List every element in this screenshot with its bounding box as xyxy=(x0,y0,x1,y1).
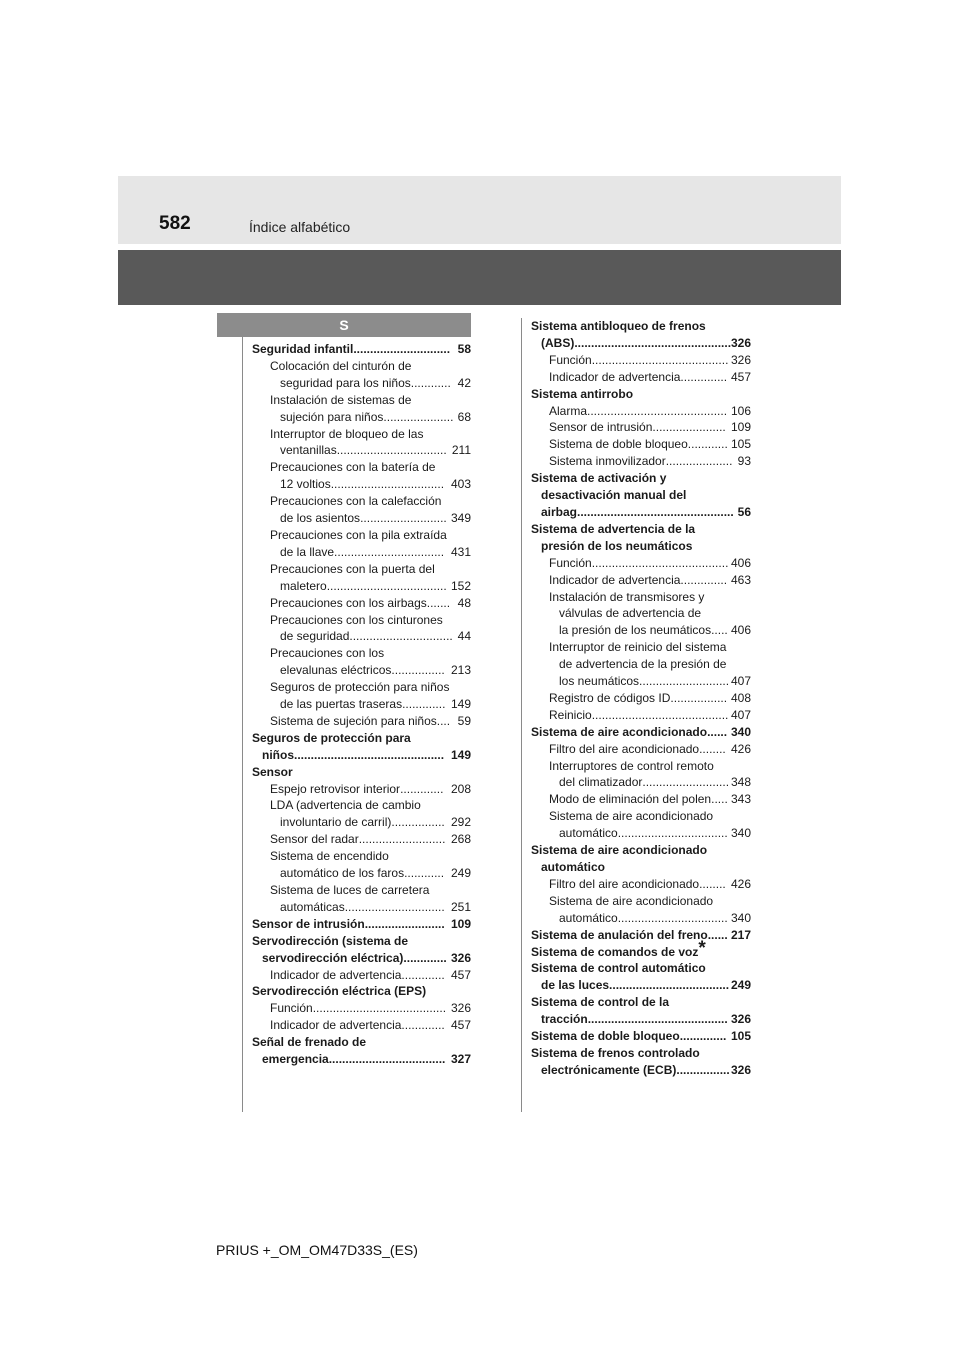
index-entry-text: la presión de los neumáticos xyxy=(559,623,712,638)
index-heading-text: Instalación de sistemas de xyxy=(270,392,412,407)
index-entry xyxy=(531,572,751,589)
index-entry-text: Indicador de advertencia xyxy=(270,967,402,982)
index-heading-text: Sistema de comandos de voz xyxy=(531,944,699,959)
index-heading-text: automático xyxy=(541,860,606,874)
index-entry xyxy=(531,774,751,791)
index-heading-text: presión de los neumáticos xyxy=(541,538,693,553)
index-entry-page: 326 xyxy=(730,335,751,350)
index-heading xyxy=(252,797,471,814)
index-entry xyxy=(531,1062,751,1079)
index-heading-text: Sistema de frenos controlado xyxy=(531,1045,700,1060)
index-heading xyxy=(531,656,751,673)
index-entry-leader: ............ xyxy=(410,375,451,390)
index-entry-text: seguridad para los niños xyxy=(280,375,411,390)
index-entry-text: Modo de eliminación del polen xyxy=(549,792,712,807)
index-entry xyxy=(531,504,751,521)
index-entry xyxy=(252,916,471,933)
index-heading xyxy=(252,527,471,544)
index-entry-text: automáticas xyxy=(280,899,345,914)
index-entry-page: 251 xyxy=(450,899,471,914)
index-entry-page: 457 xyxy=(450,1018,471,1033)
header-band xyxy=(118,176,841,244)
index-heading xyxy=(252,392,471,409)
index-entry-page: 249 xyxy=(730,978,751,993)
index-heading-text: Seguros de protección para xyxy=(252,730,411,745)
index-entry-text: Registro de códigos ID xyxy=(549,690,671,705)
index-entry-page: 327 xyxy=(450,1052,471,1067)
index-heading-text: Interruptores de control remoto xyxy=(549,758,714,773)
index-entry xyxy=(252,1017,471,1034)
index-entry-leader: ..... xyxy=(711,792,728,807)
index-heading-text: Sistema antirrobo xyxy=(531,386,634,401)
index-entry xyxy=(252,747,471,764)
index-entry-text: de los asientos xyxy=(280,511,361,526)
index-entry-page: 106 xyxy=(730,403,751,418)
index-entry-leader: ................ xyxy=(391,815,445,830)
index-entry-text: Espejo retrovisor interior xyxy=(270,781,401,796)
index-entry-text: airbag xyxy=(541,504,578,519)
index-entry-leader: ............................................... xyxy=(574,335,731,350)
index-entry-leader: .......................... xyxy=(360,511,447,526)
index-entry-page: 406 xyxy=(730,555,751,570)
index-entry xyxy=(252,341,471,358)
index-entry-text: electrónicamente (ECB) xyxy=(541,1062,677,1077)
index-entry-leader: .................................. xyxy=(330,477,445,492)
index-heading xyxy=(531,605,751,622)
index-heading xyxy=(252,426,471,443)
index-entry-text: Filtro del aire acondicionado xyxy=(549,741,700,756)
index-entry-page: 349 xyxy=(450,511,471,526)
index-entry xyxy=(531,876,751,893)
index-entry-leader: ............................... xyxy=(349,629,453,644)
index-entry-text: maletero xyxy=(280,578,327,593)
index-entry-leader: .......................... xyxy=(642,775,730,790)
index-entry xyxy=(252,510,471,527)
index-entry xyxy=(531,335,751,352)
index-entry xyxy=(252,696,471,713)
index-heading xyxy=(531,470,751,487)
index-entry-leader: ............. xyxy=(401,1018,445,1033)
index-column-right xyxy=(531,318,751,1079)
index-entry-page: 109 xyxy=(730,420,751,435)
index-entry-page: 42 xyxy=(457,375,471,390)
index-entry xyxy=(252,713,471,730)
index-entry-page: 326 xyxy=(730,352,751,367)
index-entry-page: 348 xyxy=(730,775,751,790)
index-heading xyxy=(252,679,471,696)
index-heading xyxy=(252,983,471,1000)
index-heading xyxy=(531,589,751,606)
index-heading-text: Sistema de luces de carretera xyxy=(270,883,430,897)
index-entry xyxy=(252,1051,471,1068)
index-heading xyxy=(531,487,751,504)
index-entry xyxy=(531,419,751,436)
index-entry-page: 426 xyxy=(730,741,751,756)
index-entry-leader: ......................................... xyxy=(591,352,729,367)
index-entry-text: de la llave xyxy=(280,544,335,559)
index-entry xyxy=(252,578,471,595)
index-heading-text: desactivación manual del xyxy=(541,488,687,503)
index-entry-text: automático xyxy=(559,910,618,925)
index-entry-text: Sistema de doble bloqueo xyxy=(549,437,688,452)
index-entry-leader: ............................................. xyxy=(294,747,445,762)
index-entry xyxy=(252,628,471,645)
index-entry-leader: ............. xyxy=(402,697,446,712)
middle-column-rule xyxy=(521,318,522,1112)
index-entry xyxy=(531,724,751,741)
index-heading-text: Sistema de control automático xyxy=(531,961,706,976)
index-entry-leader: ........ xyxy=(699,876,726,891)
index-entry-text: Reinicio xyxy=(549,707,592,722)
index-entry xyxy=(531,403,751,420)
index-entry xyxy=(531,622,751,639)
index-entry-page: 217 xyxy=(730,927,751,942)
index-entry-leader: .............. xyxy=(679,1029,727,1044)
index-entry-leader: ...... xyxy=(707,927,728,942)
index-entry-text: Sensor del radar xyxy=(270,832,359,847)
index-heading-text: Sistema de activación y xyxy=(531,471,667,486)
index-entry-text: Función xyxy=(549,555,592,570)
index-entry-page: 457 xyxy=(730,369,751,384)
index-entry-page: 326 xyxy=(450,950,471,965)
index-entry-leader: ........................... xyxy=(639,674,730,689)
index-entry-text: Sistema de doble bloqueo xyxy=(531,1029,680,1044)
index-entry-text: tracción xyxy=(541,1012,588,1027)
index-entry xyxy=(252,831,471,848)
index-heading-text: Interruptor de bloqueo de las xyxy=(270,426,424,441)
index-entry-leader: ................................... xyxy=(328,1052,446,1067)
index-entry-text: Sensor de intrusión xyxy=(549,420,653,435)
index-entry-leader: .......................................... xyxy=(587,403,728,418)
index-entry xyxy=(531,436,751,453)
index-entry xyxy=(531,791,751,808)
index-entry-page: 105 xyxy=(730,437,751,452)
index-entry xyxy=(531,741,751,758)
index-heading xyxy=(531,538,751,555)
index-entry-leader: ....... xyxy=(426,595,451,610)
index-entry-page: 326 xyxy=(450,1001,471,1016)
index-heading-text: LDA (advertencia de cambio xyxy=(270,798,421,813)
index-entry-page: 340 xyxy=(730,724,751,739)
index-entry-text: Alarma xyxy=(549,403,588,418)
footnote-asterisk: * xyxy=(698,937,706,959)
index-heading xyxy=(252,848,471,865)
index-entry-page: 149 xyxy=(450,697,471,712)
header-dark-band xyxy=(118,250,841,305)
index-heading xyxy=(531,318,751,335)
index-heading-text: Precauciones con la pila extraída xyxy=(270,527,447,542)
index-entry xyxy=(252,1000,471,1017)
index-entry xyxy=(252,967,471,984)
index-entry-text: de las puertas traseras xyxy=(280,697,403,712)
index-entry-page: 213 xyxy=(450,663,471,678)
index-entry-leader: ............ xyxy=(687,437,728,452)
index-entry-leader: ......................................... xyxy=(591,707,729,722)
index-entry-leader: .................... xyxy=(665,454,733,469)
index-entry xyxy=(531,555,751,572)
index-entry-text: servodirección eléctrica) xyxy=(262,950,404,965)
index-entry-leader: .............. xyxy=(680,369,728,384)
index-entry-page: 44 xyxy=(457,629,471,644)
index-heading-text: Sistema antibloqueo de frenos xyxy=(531,319,706,333)
index-entry-text: involuntario de carril) xyxy=(280,815,392,830)
index-entry-leader: ...................... xyxy=(652,420,726,435)
index-heading-text: Precauciones con la puerta del xyxy=(270,561,435,576)
index-heading-text: Seguros de protección para niños xyxy=(270,680,450,695)
index-entry-text: Sensor de intrusión xyxy=(252,916,365,931)
index-heading xyxy=(252,493,471,510)
left-column-rule xyxy=(242,337,243,1112)
index-letter: S xyxy=(339,317,349,333)
index-entry xyxy=(252,899,471,916)
index-entry-leader: ............. xyxy=(400,781,444,796)
index-entry-text: Seguridad infantil xyxy=(252,342,354,356)
index-entry-text: Filtro del aire acondicionado xyxy=(549,876,700,891)
index-entry-page: 109 xyxy=(450,916,471,931)
index-heading-text: Sistema de aire acondicionado xyxy=(549,893,714,908)
index-entry-text: los neumáticos xyxy=(559,674,640,689)
index-entry xyxy=(252,781,471,798)
index-entry-page: 407 xyxy=(730,674,751,689)
index-entry-page: 407 xyxy=(730,707,751,722)
index-heading xyxy=(531,937,751,961)
index-entry-leader: ........ xyxy=(699,741,726,756)
index-entry-text: del climatizador xyxy=(559,775,643,790)
index-entry xyxy=(252,950,471,967)
index-entry-leader: .............................. xyxy=(344,899,445,914)
index-heading-text: Precauciones con la batería de xyxy=(270,460,436,475)
index-heading-text: Sistema de advertencia de la xyxy=(531,521,696,536)
index-entry-text: elevalunas eléctricos xyxy=(280,663,392,678)
index-letter-tab xyxy=(217,313,471,337)
index-entry-page: 408 xyxy=(730,690,751,705)
index-entry-leader: ..... xyxy=(711,623,728,638)
index-entry xyxy=(531,707,751,724)
index-entry-text: Sistema de anulación del freno xyxy=(531,927,708,942)
index-entry-leader: ................................. xyxy=(617,910,728,925)
index-heading xyxy=(531,386,751,403)
index-entry-text: Precauciones con los airbags xyxy=(270,595,427,610)
index-entry-page: 149 xyxy=(450,747,471,762)
index-entry-page: 208 xyxy=(450,781,471,796)
index-entry-leader: ......................................... xyxy=(591,555,729,570)
index-entry xyxy=(531,1028,751,1045)
index-entry-text: sujeción para niños xyxy=(280,409,384,424)
index-entry-page: 326 xyxy=(730,1062,751,1077)
index-entry-page: 431 xyxy=(450,544,471,559)
index-heading-text: Precauciones con la calefacción xyxy=(270,494,442,509)
index-entry-leader: ........................ xyxy=(364,916,445,931)
index-entry-page: 340 xyxy=(730,826,751,841)
index-entry-leader: ................ xyxy=(676,1062,730,1077)
index-heading xyxy=(252,764,471,781)
index-entry-page: 249 xyxy=(450,866,471,881)
index-entry-text: Sistema inmovilizador xyxy=(549,454,666,469)
index-entry-page: 406 xyxy=(730,623,751,638)
index-entry xyxy=(252,814,471,831)
index-heading-text: Sistema de aire acondicionado xyxy=(549,809,714,824)
index-entry-leader: .................................... xyxy=(609,978,730,993)
index-entry-text: niños xyxy=(262,747,294,762)
index-entry xyxy=(531,352,751,369)
index-heading-text: Servodirección (sistema de xyxy=(252,933,409,948)
page-number: 582 xyxy=(159,213,191,234)
index-entry-leader: .... xyxy=(436,713,451,728)
index-entry-leader: ...... xyxy=(707,724,728,739)
index-entry xyxy=(252,375,471,392)
index-entry-page: 457 xyxy=(450,967,471,982)
index-entry xyxy=(531,1011,751,1028)
index-heading xyxy=(252,459,471,476)
index-entry-page: 340 xyxy=(730,910,751,925)
index-entry-leader: ........................................ xyxy=(312,1001,447,1016)
index-entry xyxy=(531,910,751,927)
index-entry xyxy=(531,369,751,386)
index-entry-page: 268 xyxy=(450,832,471,847)
index-heading-text: de advertencia de la presión de xyxy=(559,657,727,672)
index-entry-text: de seguridad xyxy=(280,629,350,644)
index-entry-text: (ABS) xyxy=(541,335,575,350)
index-entry xyxy=(252,865,471,882)
index-entry-leader: ..................... xyxy=(383,409,454,424)
index-entry-page: 48 xyxy=(457,595,471,610)
index-heading-text: Instalación de transmisores y xyxy=(549,589,705,604)
index-entry-text: automático xyxy=(559,826,618,841)
index-heading xyxy=(252,645,471,662)
section-title: Índice alfabético xyxy=(249,219,351,235)
index-entry-page: 463 xyxy=(730,572,751,587)
index-heading-text: Sistema de encendido xyxy=(270,849,389,864)
index-entry-leader: ............. xyxy=(401,967,445,982)
index-entry-leader: ............ xyxy=(404,866,445,881)
index-entry xyxy=(531,927,751,944)
index-entry-leader: ............. xyxy=(403,950,447,965)
index-entry-text: ventanillas xyxy=(280,443,337,458)
index-heading-text: Sensor xyxy=(252,764,293,779)
index-heading xyxy=(531,994,751,1011)
index-entry xyxy=(531,977,751,994)
index-heading-text: Interruptor de reinicio del sistema xyxy=(549,640,727,655)
index-entry-leader: ................................. xyxy=(336,443,447,458)
index-entry xyxy=(252,476,471,493)
index-entry-leader: ................................. xyxy=(617,826,728,841)
index-entry-leader: .......................................... xyxy=(587,1012,728,1027)
index-heading-text: Precauciones con los cinturones xyxy=(270,612,443,627)
index-entry-leader: .............. xyxy=(680,572,728,587)
index-entry-page: 68 xyxy=(457,409,471,424)
index-heading-text: Señal de frenado de xyxy=(252,1035,367,1050)
index-entry-page: 58 xyxy=(457,342,471,356)
index-column-left xyxy=(252,341,471,1068)
index-heading xyxy=(252,882,471,899)
index-entry-page: 152 xyxy=(450,578,471,593)
index-entry-text: emergencia xyxy=(262,1052,329,1067)
index-entry-text: Indicador de advertencia xyxy=(270,1018,402,1033)
index-heading-text: Sistema de control de la xyxy=(531,995,670,1010)
index-entry xyxy=(252,442,471,459)
document-code: PRIUS +_OM_OM47D33S_(ES) xyxy=(216,1242,418,1258)
index-entry-page: 343 xyxy=(730,792,751,807)
index-heading xyxy=(531,521,751,538)
index-heading-text: Precauciones con los xyxy=(270,646,385,661)
index-entry-page: 403 xyxy=(450,477,471,492)
index-heading xyxy=(252,612,471,629)
index-entry-page: 56 xyxy=(737,504,751,519)
index-entry-leader: ................ xyxy=(391,663,445,678)
index-entry-page: 292 xyxy=(450,815,471,830)
index-entry-page: 211 xyxy=(451,443,471,458)
index-entry-text: Indicador de advertencia xyxy=(549,369,681,384)
index-heading-text: Servodirección eléctrica (EPS) xyxy=(252,984,427,999)
index-entry-text: Sistema de sujeción para niños xyxy=(270,713,437,728)
index-heading xyxy=(531,960,751,977)
index-entry xyxy=(252,662,471,679)
index-entry xyxy=(252,409,471,426)
index-heading xyxy=(531,893,751,910)
index-entry-leader: ............................. xyxy=(353,342,451,356)
index-entry-text: 12 voltios xyxy=(280,477,331,492)
index-entry-page: 426 xyxy=(730,876,751,891)
index-entry-leader: .................................... xyxy=(326,578,447,593)
index-entry-page: 59 xyxy=(457,713,471,728)
index-heading-text: Sistema de aire acondicionado xyxy=(531,843,708,858)
index-heading xyxy=(531,1045,751,1062)
index-heading-text: válvulas de advertencia de xyxy=(559,606,702,621)
index-entry xyxy=(252,595,471,612)
index-heading xyxy=(252,933,471,950)
index-heading xyxy=(252,358,471,375)
index-entry-text: automático de los faros xyxy=(280,866,405,881)
index-entry-page: 326 xyxy=(730,1012,751,1027)
index-heading xyxy=(252,561,471,578)
index-entry-text: de las luces xyxy=(541,978,610,993)
index-heading xyxy=(531,639,751,656)
index-entry-text: Función xyxy=(549,352,592,367)
index-entry-text: Sistema de aire acondicionado xyxy=(531,724,708,739)
index-heading xyxy=(252,1034,471,1051)
index-heading-text: Colocación del cinturón de xyxy=(270,358,412,373)
index-heading xyxy=(531,758,751,775)
index-entry-leader: ............................................... xyxy=(577,504,734,519)
index-entry xyxy=(531,690,751,707)
index-heading xyxy=(252,730,471,747)
index-entry xyxy=(252,544,471,561)
index-entry-leader: ................. xyxy=(670,690,728,705)
index-entry-page: 93 xyxy=(737,454,751,469)
index-entry-text: Función xyxy=(270,1001,313,1016)
index-entry-leader: ................................. xyxy=(334,544,445,559)
index-entry xyxy=(531,673,751,690)
index-heading xyxy=(531,842,751,859)
index-entry-page: 105 xyxy=(730,1029,751,1044)
index-entry xyxy=(531,453,751,470)
index-entry xyxy=(531,825,751,842)
index-heading xyxy=(531,859,751,876)
index-entry-text: Indicador de advertencia xyxy=(549,572,681,587)
index-entry-leader: .......................... xyxy=(358,832,446,847)
index-heading xyxy=(531,808,751,825)
